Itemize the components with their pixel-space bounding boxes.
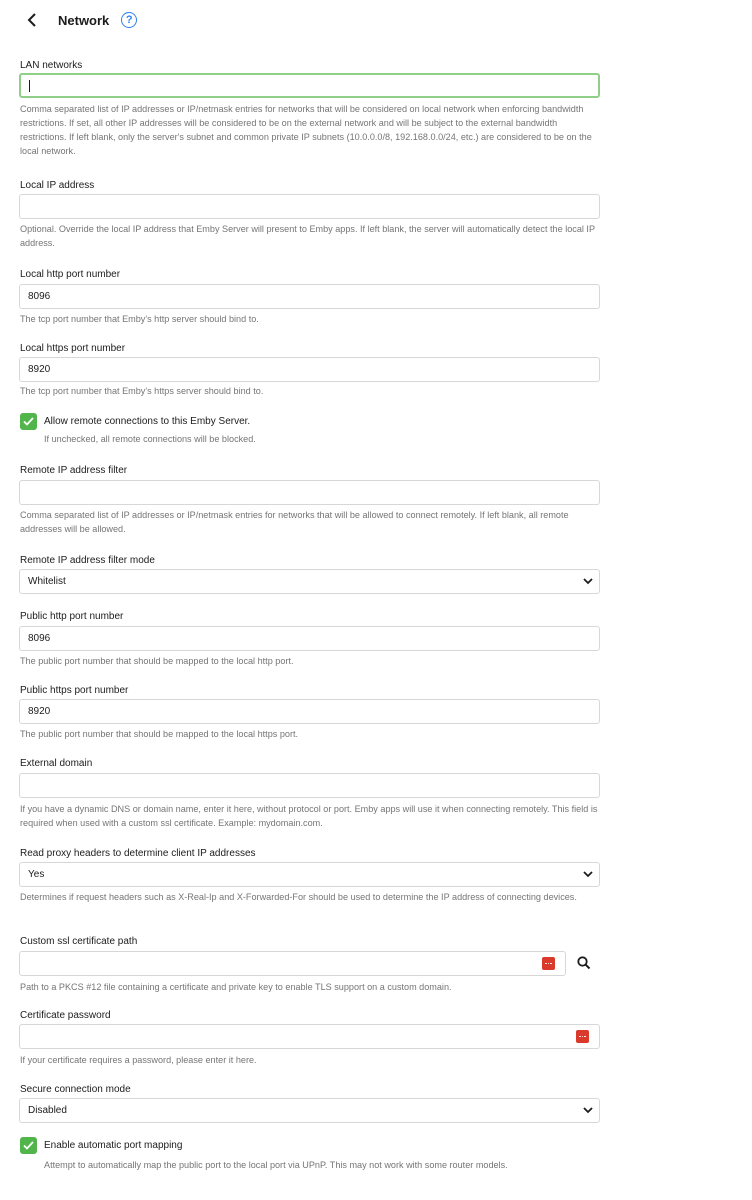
external-domain-help: If you have a dynamic DNS or domain name, enter it here, without protocol or port. Emby apps will use it when connecting remotely. This field is required when used with a custom ssl certificate. Example: mydomain.com. — [20, 804, 598, 828]
allow-remote-checkbox[interactable] — [20, 413, 37, 430]
public-http-value: 8096 — [28, 633, 51, 644]
lan-networks-label: LAN networks — [20, 60, 83, 71]
chevron-down-icon — [583, 577, 593, 585]
allow-remote-label[interactable]: Allow remote connections to this Emby Server. — [44, 416, 251, 427]
local-ip-label: Local IP address — [20, 180, 95, 191]
public-http-input[interactable] — [19, 626, 600, 651]
external-domain-label: External domain — [20, 758, 93, 769]
local-https-value: 8920 — [28, 364, 51, 375]
ssl-path-label: Custom ssl certificate path — [20, 936, 138, 947]
external-domain-input[interactable] — [19, 773, 600, 798]
chevron-left-icon — [26, 13, 38, 27]
password-manager-icon[interactable] — [542, 957, 555, 970]
secure-mode-select[interactable] — [19, 1098, 600, 1123]
remote-filter-label: Remote IP address filter — [20, 465, 128, 476]
help-icon[interactable]: ? — [121, 12, 137, 28]
secure-mode-label: Secure connection mode — [20, 1084, 131, 1095]
local-http-label: Local http port number — [20, 269, 121, 280]
back-button[interactable] — [20, 8, 44, 32]
public-http-help: The public port number that should be mapped to the local http port. — [20, 656, 294, 666]
secure-mode-value: Disabled — [28, 1105, 67, 1116]
remote-filter-mode-value: Whitelist — [28, 576, 66, 587]
remote-filter-mode-label: Remote IP address filter mode — [20, 555, 155, 566]
search-icon[interactable] — [576, 955, 592, 971]
cert-password-input[interactable] — [19, 1024, 600, 1049]
lan-networks-input[interactable] — [19, 73, 600, 98]
public-https-input[interactable] — [19, 699, 600, 724]
allow-remote-help: If unchecked, all remote connections will be blocked. — [44, 434, 256, 444]
proxy-headers-label: Read proxy headers to determine client IP addresses — [20, 848, 256, 859]
remote-filter-help: Comma separated list of IP addresses or IP/netmask entries for networks that will be allowed to connect remotely. If left blank, all remote addresses will be allowed. — [20, 510, 569, 534]
local-https-label: Local https port number — [20, 343, 126, 354]
local-https-input[interactable] — [19, 357, 600, 382]
public-https-label: Public https port number — [20, 685, 129, 696]
proxy-headers-select[interactable] — [19, 862, 600, 887]
ssl-path-input[interactable] — [19, 951, 566, 976]
proxy-headers-help: Determines if request headers such as X-Real-Ip and X-Forwarded-For should be used to determine the IP address of connecting devices. — [20, 892, 577, 902]
checkmark-icon — [23, 417, 34, 426]
text-caret — [29, 80, 30, 92]
proxy-headers-value: Yes — [28, 869, 45, 880]
checkmark-icon — [23, 1141, 34, 1150]
port-mapping-help: Attempt to automatically map the public port to the local port via UPnP. This may not work with some router models. — [44, 1160, 508, 1170]
local-ip-input[interactable] — [19, 194, 600, 219]
public-https-value: 8920 — [28, 706, 51, 717]
port-mapping-checkbox[interactable] — [20, 1137, 37, 1154]
password-manager-icon[interactable] — [576, 1030, 589, 1043]
local-ip-help: Optional. Override the local IP address that Emby Server will present to Emby apps. If left blank, the server will automatically detect the local IP address. — [20, 224, 595, 248]
ssl-path-help: Path to a PKCS #12 file containing a certificate and private key to enable TLS support on a custom domain. — [20, 982, 452, 992]
chevron-down-icon — [583, 870, 593, 878]
cert-password-help: If your certificate requires a password, please enter it here. — [20, 1055, 257, 1065]
remote-filter-input[interactable] — [19, 480, 600, 505]
cert-password-label: Certificate password — [20, 1010, 111, 1021]
public-https-help: The public port number that should be mapped to the local https port. — [20, 729, 299, 739]
local-https-help: The tcp port number that Emby's https server should bind to. — [20, 386, 264, 396]
remote-filter-mode-select[interactable] — [19, 569, 600, 594]
local-http-help: The tcp port number that Emby's http server should bind to. — [20, 314, 259, 324]
lan-networks-help: Comma separated list of IP addresses or IP/netmask entries for networks that will be considered on local network when enforcing bandwidth restrictions. If set, all other IP addresses will be considered to be on the external network and will be subject to the external bandwidth restrictions. If left blank, only the server's subnet and common private IP subnets (10.0.0.0/8, 192.168.0.0/24, etc.) are considered to be on the local network. — [20, 104, 592, 156]
public-http-label: Public http port number — [20, 611, 124, 622]
page-header — [20, 8, 137, 32]
local-http-value: 8096 — [28, 291, 51, 302]
local-http-input[interactable] — [19, 284, 600, 309]
page-title: Network — [58, 12, 110, 28]
chevron-down-icon — [583, 1106, 593, 1114]
port-mapping-label[interactable]: Enable automatic port mapping — [44, 1140, 183, 1151]
